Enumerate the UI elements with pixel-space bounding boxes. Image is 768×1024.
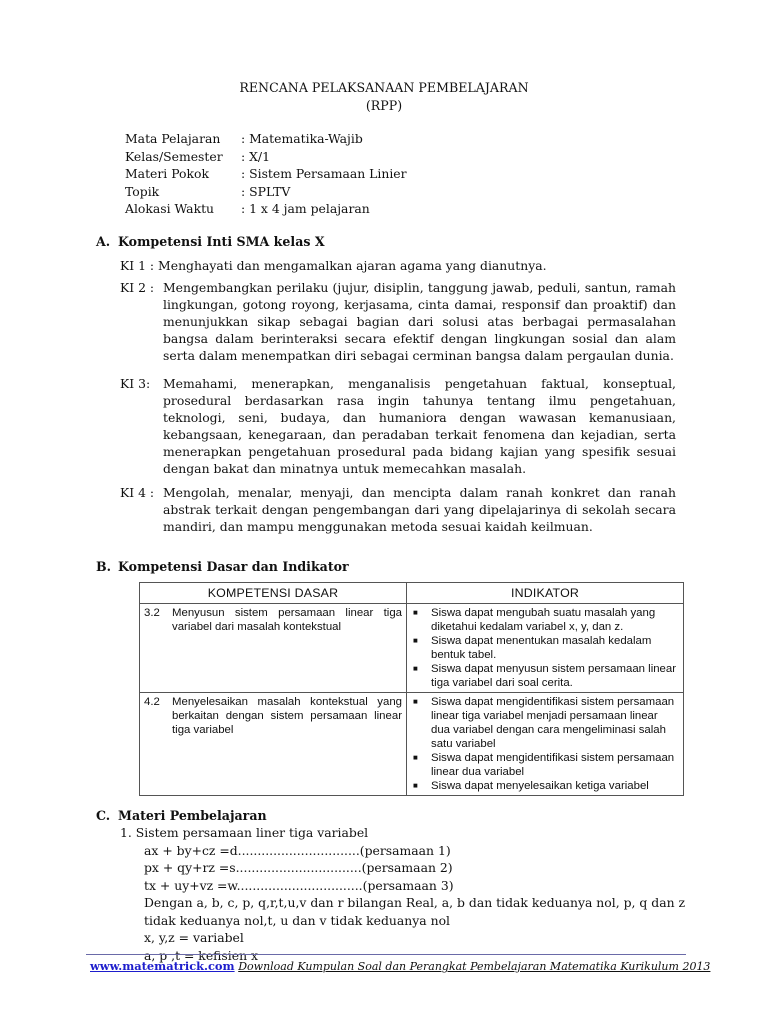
equation-3: tx + uy+vz =w................................(persamaan 3) xyxy=(144,877,454,893)
section-a-heading: A. Kompetensi Inti SMA kelas X xyxy=(96,234,325,249)
meta-row: Topik : SPLTV xyxy=(125,183,291,199)
footer-website-link[interactable]: www.matematrick.com xyxy=(90,959,235,973)
section-b-heading: B. Kompetensi Dasar dan Indikator xyxy=(96,559,349,574)
list-item: ■ Siswa dapat mengubah suatu masalah yang diketahui kedalam variabel x, y, dan z. xyxy=(413,607,656,633)
page-footer xyxy=(90,958,710,975)
meta-row: Mata Pelajaran : Matematika-Wajib xyxy=(125,131,363,146)
list-item: ■ Siswa dapat menyusun sistem persamaan linear tiga variabel dari soal cerita. xyxy=(413,663,677,689)
document-subtitle: (RPP) xyxy=(365,98,403,113)
equation-description: Dengan a, b, c, p, q,r,t,u,v dan r bilangan Real, a, b dan tidak keduanya nol, p, q dan z xyxy=(144,895,686,910)
bullet-icon: ■ xyxy=(413,781,418,790)
equation-1: ax + by+cz =d...............................(persamaan 1) xyxy=(144,842,451,858)
coefficient-definition: a, p ,t = kefisien x xyxy=(144,947,258,963)
section-c-heading: C. Materi Pembelajaran xyxy=(96,808,267,823)
materi-content xyxy=(120,824,686,964)
bullet-icon: ■ xyxy=(413,753,418,762)
ki-2: KI 2 : Mengembangkan perilaku (jujur, disiplin, tanggung jawab, peduli, santun, ramah lingkungan, gotong royong, kerjasama, cinta damai, responsif dan proaktif) dan menunjukkan sikap sebagai bagian dari solusi atas berbagai permasalahan bangsa dalam berinteraksi secara efektif dengan lingkungan sosial dan alam serta dalam menempatkan diri sebagai cerminan bangsa dalam pergaulan dunia. xyxy=(120,280,676,363)
meta-row: Materi Pokok : Sistem Persamaan Linier xyxy=(125,166,407,182)
materi-item-1: 1. Sistem persamaan liner tiga variabel xyxy=(120,825,369,840)
competency-table xyxy=(139,582,684,796)
bullet-icon: ■ xyxy=(413,664,418,673)
table-header-row xyxy=(140,583,684,604)
ki-3: KI 3: Memahami, menerapkan, menganalisis pengetahuan faktual, konseptual, prosedural berdasarkan rasa ingin tahunya tentang ilmu pengetahuan, teknologi, seni, budaya, dan humaniora dengan wawasan kemanusiaan, kebangsaan, kenegaraan, dan peradaban terkait fenomena dan kejadian, serta menerapkan pengetahuan prosedural pada bidang kajian yang spesifik sesuai dengan bakat dan minatnya untuk memecahkan masalah. xyxy=(120,376,676,476)
ki-4: KI 4 : Mengolah, menalar, menyaji, dan mencipta dalam ranah konkret dan ranah abstrak terkait dengan pengembangan dari yang dipelajarinya di sekolah secara mandiri, dan mampu menggunakan metoda sesuai kaidah keilmuan. xyxy=(120,485,676,534)
list-item: ■ Siswa dapat menyelesaikan ketiga variabel xyxy=(413,780,649,792)
footer-description: Download Kumpulan Soal dan Perangkat Pembelajaran Matematika Kurikulum 2013 xyxy=(238,960,711,973)
equation-description-cont: tidak keduanya nol,t, u dan v tidak keduanya nol xyxy=(144,912,451,928)
bullet-icon: ■ xyxy=(413,697,418,706)
meta-row: Kelas/Semester : X/1 xyxy=(125,148,270,164)
meta-row: Alokasi Waktu : 1 x 4 jam pelajaran xyxy=(125,201,370,217)
list-item: ■ Siswa dapat menentukan masalah kedalam bentuk tabel. xyxy=(413,635,652,661)
header-indikator: INDIKATOR xyxy=(407,583,684,604)
lesson-metadata xyxy=(125,130,407,218)
header-kompetensi-dasar: KOMPETENSI DASAR xyxy=(140,583,407,604)
ki-1: KI 1 : Menghayati dan mengamalkan ajaran agama yang dianutnya. xyxy=(120,258,547,273)
table-row: 3.2 Menyusun sistem persamaan linear tiga variabel dari masalah kontekstual ■ Siswa dapat mengubah suatu masalah yang diketahui kedalam variabel x, y, dan z. ■ Siswa dapat menentukan masalah kedalam bentuk tabel. ■ Siswa dapat menyusun sistem persamaan linear tiga variabel dari soal cerita. xyxy=(140,604,684,693)
bullet-icon: ■ xyxy=(413,608,418,617)
list-item: ■ Siswa dapat mengidentifikasi sistem persamaan linear tiga variabel menjadi persamaan linear dua variabel dengan cara mengeliminasi salah satu variabel xyxy=(413,696,675,750)
variable-definition: x, y,z = variabel xyxy=(144,930,244,945)
bullet-icon: ■ xyxy=(413,636,418,645)
document-title: RENCANA PELAKSANAAN PEMBELAJARAN xyxy=(239,80,529,95)
equation-2: px + qy+rz =s................................(persamaan 2) xyxy=(144,860,453,875)
footer-divider xyxy=(86,954,686,955)
table-row: 4.2 Menyelesaikan masalah kontekstual yang berkaitan dengan sistem persamaan linear tiga variabel ■ Siswa dapat mengidentifikasi sistem persamaan linear tiga variabel menjadi persamaan linear dua variabel dengan cara mengeliminasi salah satu variabel ■ Siswa dapat mengidentifikasi sistem persamaan linear dua variabel ■ Siswa dapat menyelesaikan ketiga variabel xyxy=(140,693,684,796)
list-item: ■ Siswa dapat mengidentifikasi sistem persamaan linear dua variabel xyxy=(413,752,675,778)
